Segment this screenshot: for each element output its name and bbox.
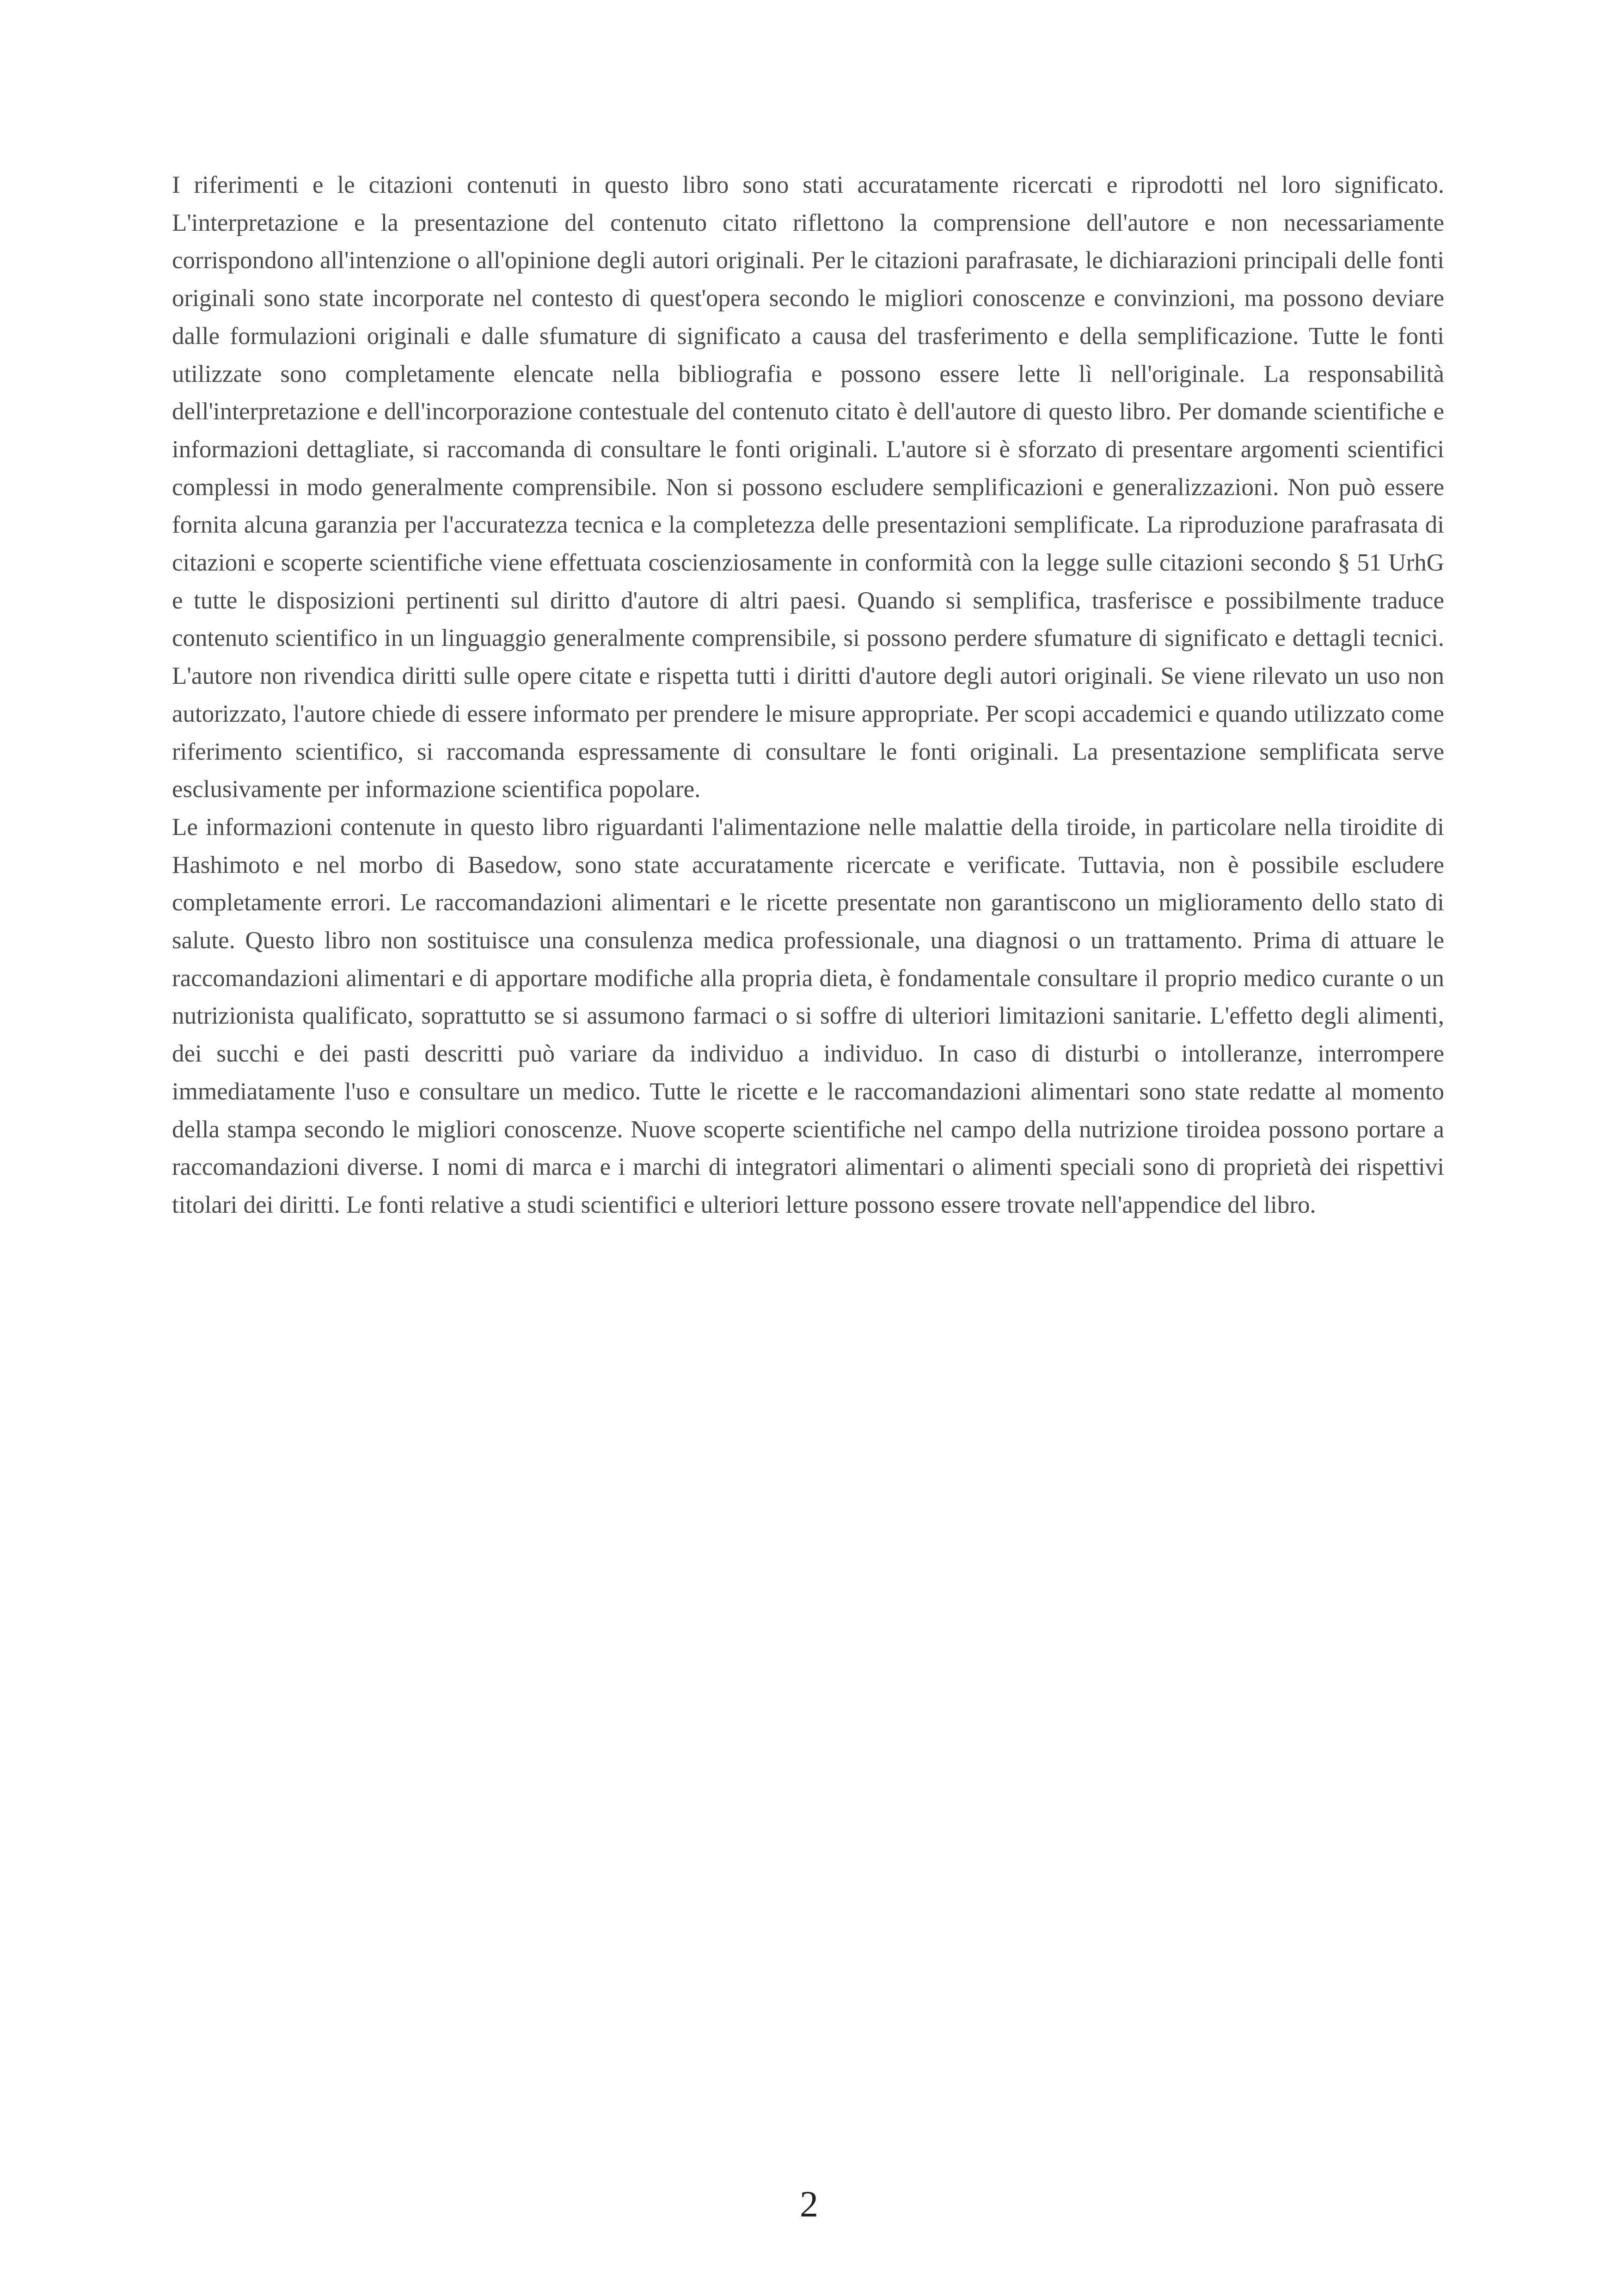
disclaimer-nutrition-paragraph: Le informazioni contenute in questo libro riguardanti l'alimentazione nelle malattie della tiroide, in particolare nella tiroidite di Hashimoto e nel morbo di Basedow, sono state accuratamente ricercate e verificate. Tuttavia, non è possibile escludere completamente errori. Le raccomandazioni alimentari e le ricette presentate non garantiscono un miglioramento dello stato di salute. Questo libro non sostituisce una consulenza medica professionale, una diagnosi o un trattamento. Prima di attuare le raccomandazioni alimentari e di apportare modifiche alla propria dieta, è fondamentale consultare il proprio medico curante o un nutrizionista qualificato, soprattutto se si assumono farmaci o si soffre di ulteriori limitazioni sanitarie. L'effetto degli alimenti, dei succhi e dei pasti descritti può variare da individuo a individuo. In caso di disturbi o intolleranze, interrompere immediatamente l'uso e consultare un medico. Tutte le ricette e le raccomandazioni alimentari sono state redatte al momento della stampa secondo le migliori conoscenze. Nuove scoperte scientifiche nel campo della nutrizione tiroidea possono portare a raccomandazioni diverse. I nomi di marca e i marchi di integratori alimentari o alimenti speciali sono di proprietà dei rispettivi titolari dei diritti. Le fonti relative a studi scientifici e ulteriori letture possono essere trovate nell'appendice del libro.	[172, 813, 1444, 1218]
document-body	[172, 166, 1444, 1224]
page-number: 2	[800, 2184, 818, 2225]
disclaimer-citations-paragraph: I riferimenti e le citazioni contenuti in questo libro sono stati accuratamente ricercati e riprodotti nel loro significato. L'interpretazione e la presentazione del contenuto citato riflettono la comprensione dell'autore e non necessariamente corrispondono all'intenzione o all'opinione degli autori originali. Per le citazioni parafrasate, le dichiarazioni principali delle fonti originali sono state incorporate nel contesto di quest'opera secondo le migliori conoscenze e convinzioni, ma possono deviare dalle formulazioni originali e dalle sfumature di significato a causa del trasferimento e della semplificazione. Tutte le fonti utilizzate sono completamente elencate nella bibliografia e possono essere lette lì nell'originale. La responsabilità dell'interpretazione e dell'incorporazione contestuale del contenuto citato è dell'autore di questo libro. Per domande scientifiche e informazioni dettagliate, si raccomanda di consultare le fonti originali. L'autore si è sforzato di presentare argomenti scientifici complessi in modo generalmente comprensibile. Non si possono escludere semplificazioni e generalizzazioni. Non può essere fornita alcuna garanzia per l'accuratezza tecnica e la completezza delle presentazioni semplificate. La riproduzione parafrasata di citazioni e scoperte scientifiche viene effettuata coscienziosamente in conformità con la legge sulle citazioni secondo § 51 UrhG e tutte le disposizioni pertinenti sul diritto d'autore di altri paesi. Quando si semplifica, trasferisce e possibilmente traduce contenuto scientifico in un linguaggio generalmente comprensibile, si possono perdere sfumature di significato e dettagli tecnici. L'autore non rivendica diritti sulle opere citate e rispetta tutti i diritti d'autore degli autori originali. Se viene rilevato un uso non autorizzato, l'autore chiede di essere informato per prendere le misure appropriate. Per scopi accademici e quando utilizzato come riferimento scientifico, si raccomanda espressamente di consultare le fonti originali. La presentazione semplificata serve esclusivamente per informazione scientifica popolare.	[172, 172, 1444, 803]
